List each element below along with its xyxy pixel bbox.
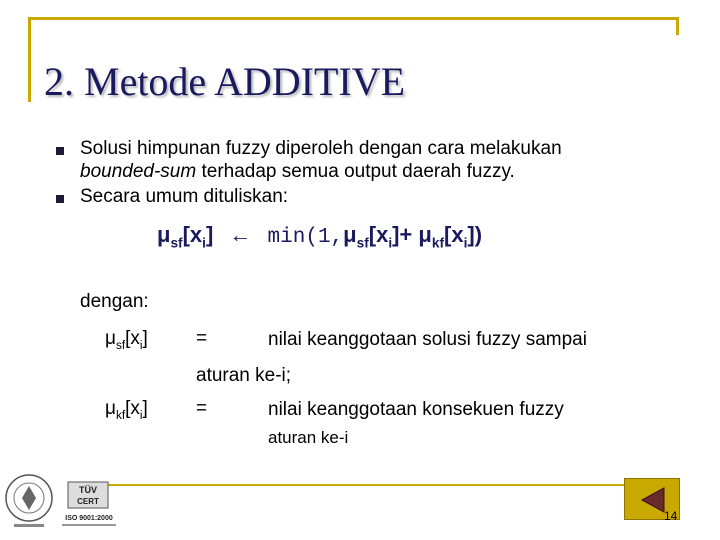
definition-1-symbol [105,328,148,352]
definition-2-desc-line-2: aturan ke-i [268,428,349,447]
definition-1-mu: μ [105,328,116,349]
definition-2-x: [x [125,398,140,419]
triangle-left-icon [640,486,666,514]
definition-2-mu: μ [105,398,116,419]
dengan-label: dengan: [80,291,149,312]
definition-2-symbol [105,398,148,422]
definition-1-close: ] [142,328,148,349]
university-seal-logo [4,470,54,532]
formula-mu-1: μ [343,222,357,247]
formula-mu-2: μ [418,222,432,247]
formula-lhs-mu: μ [157,222,171,247]
bounded-sum-term: bounded-sum [80,161,197,182]
definition-1-equals: = [196,328,208,349]
formula-sub-2: kf [431,235,445,251]
formula-i-2: i [463,235,468,251]
page-number: 14 [664,509,678,523]
formula-lhs-i: i [202,235,206,251]
formula-close-1: ]+ [392,222,413,247]
definition-2-desc-line-1: nilai keanggotaan konsekuen fuzzy [268,399,564,420]
frame-left-line [28,17,31,102]
definition-2-close: ] [142,398,148,419]
cert-text: CERT [77,497,99,506]
definition-2-equals: = [196,398,208,419]
formula-x-2: [x [444,222,464,247]
definition-1-desc-line-1: nilai keanggotaan solusi fuzzy sampai [268,329,587,350]
formula-close-2: ]) [467,222,483,247]
bullet-1-line-2-rest: terhadap semua output daerah fuzzy. [196,161,515,182]
frame-bottom-line [100,484,680,486]
formula-lhs-sub: sf [170,235,183,251]
additive-formula [157,222,482,250]
frame-right-line [676,17,679,35]
formula-x-1: [x [368,222,389,247]
tuv-cert-logo [58,479,120,531]
formula-min: min(1, [267,226,344,249]
definition-1-x: [x [125,328,140,349]
formula-sub-1: sf [356,235,369,251]
bullet-1-line-1: Solusi himpunan fuzzy diperoleh dengan cara melakukan [80,138,562,159]
definition-1-i: i [139,338,143,352]
iso-text: ISO 9001:2000 [65,515,113,522]
tuv-text: TÜV [79,485,97,495]
slide-title: 2. Metode ADDITIVE [44,59,406,104]
formula-arrow: ← [229,222,252,247]
definition-1-desc-line-2: aturan ke-i; [196,365,292,386]
formula-i-1: i [388,235,393,251]
definition-2-i: i [139,408,143,422]
bullet-square-icon [56,147,64,155]
definition-1-sub: sf [115,338,126,352]
bullet-square-icon [56,195,64,203]
bullet-1-line-2 [80,160,515,183]
formula-lhs-x: [x [182,222,203,247]
definition-2-sub: kf [115,408,126,422]
frame-top-line [28,17,679,20]
formula-lhs-close: ] [205,222,214,247]
bullet-2-text: Secara umum dituliskan: [80,186,289,207]
